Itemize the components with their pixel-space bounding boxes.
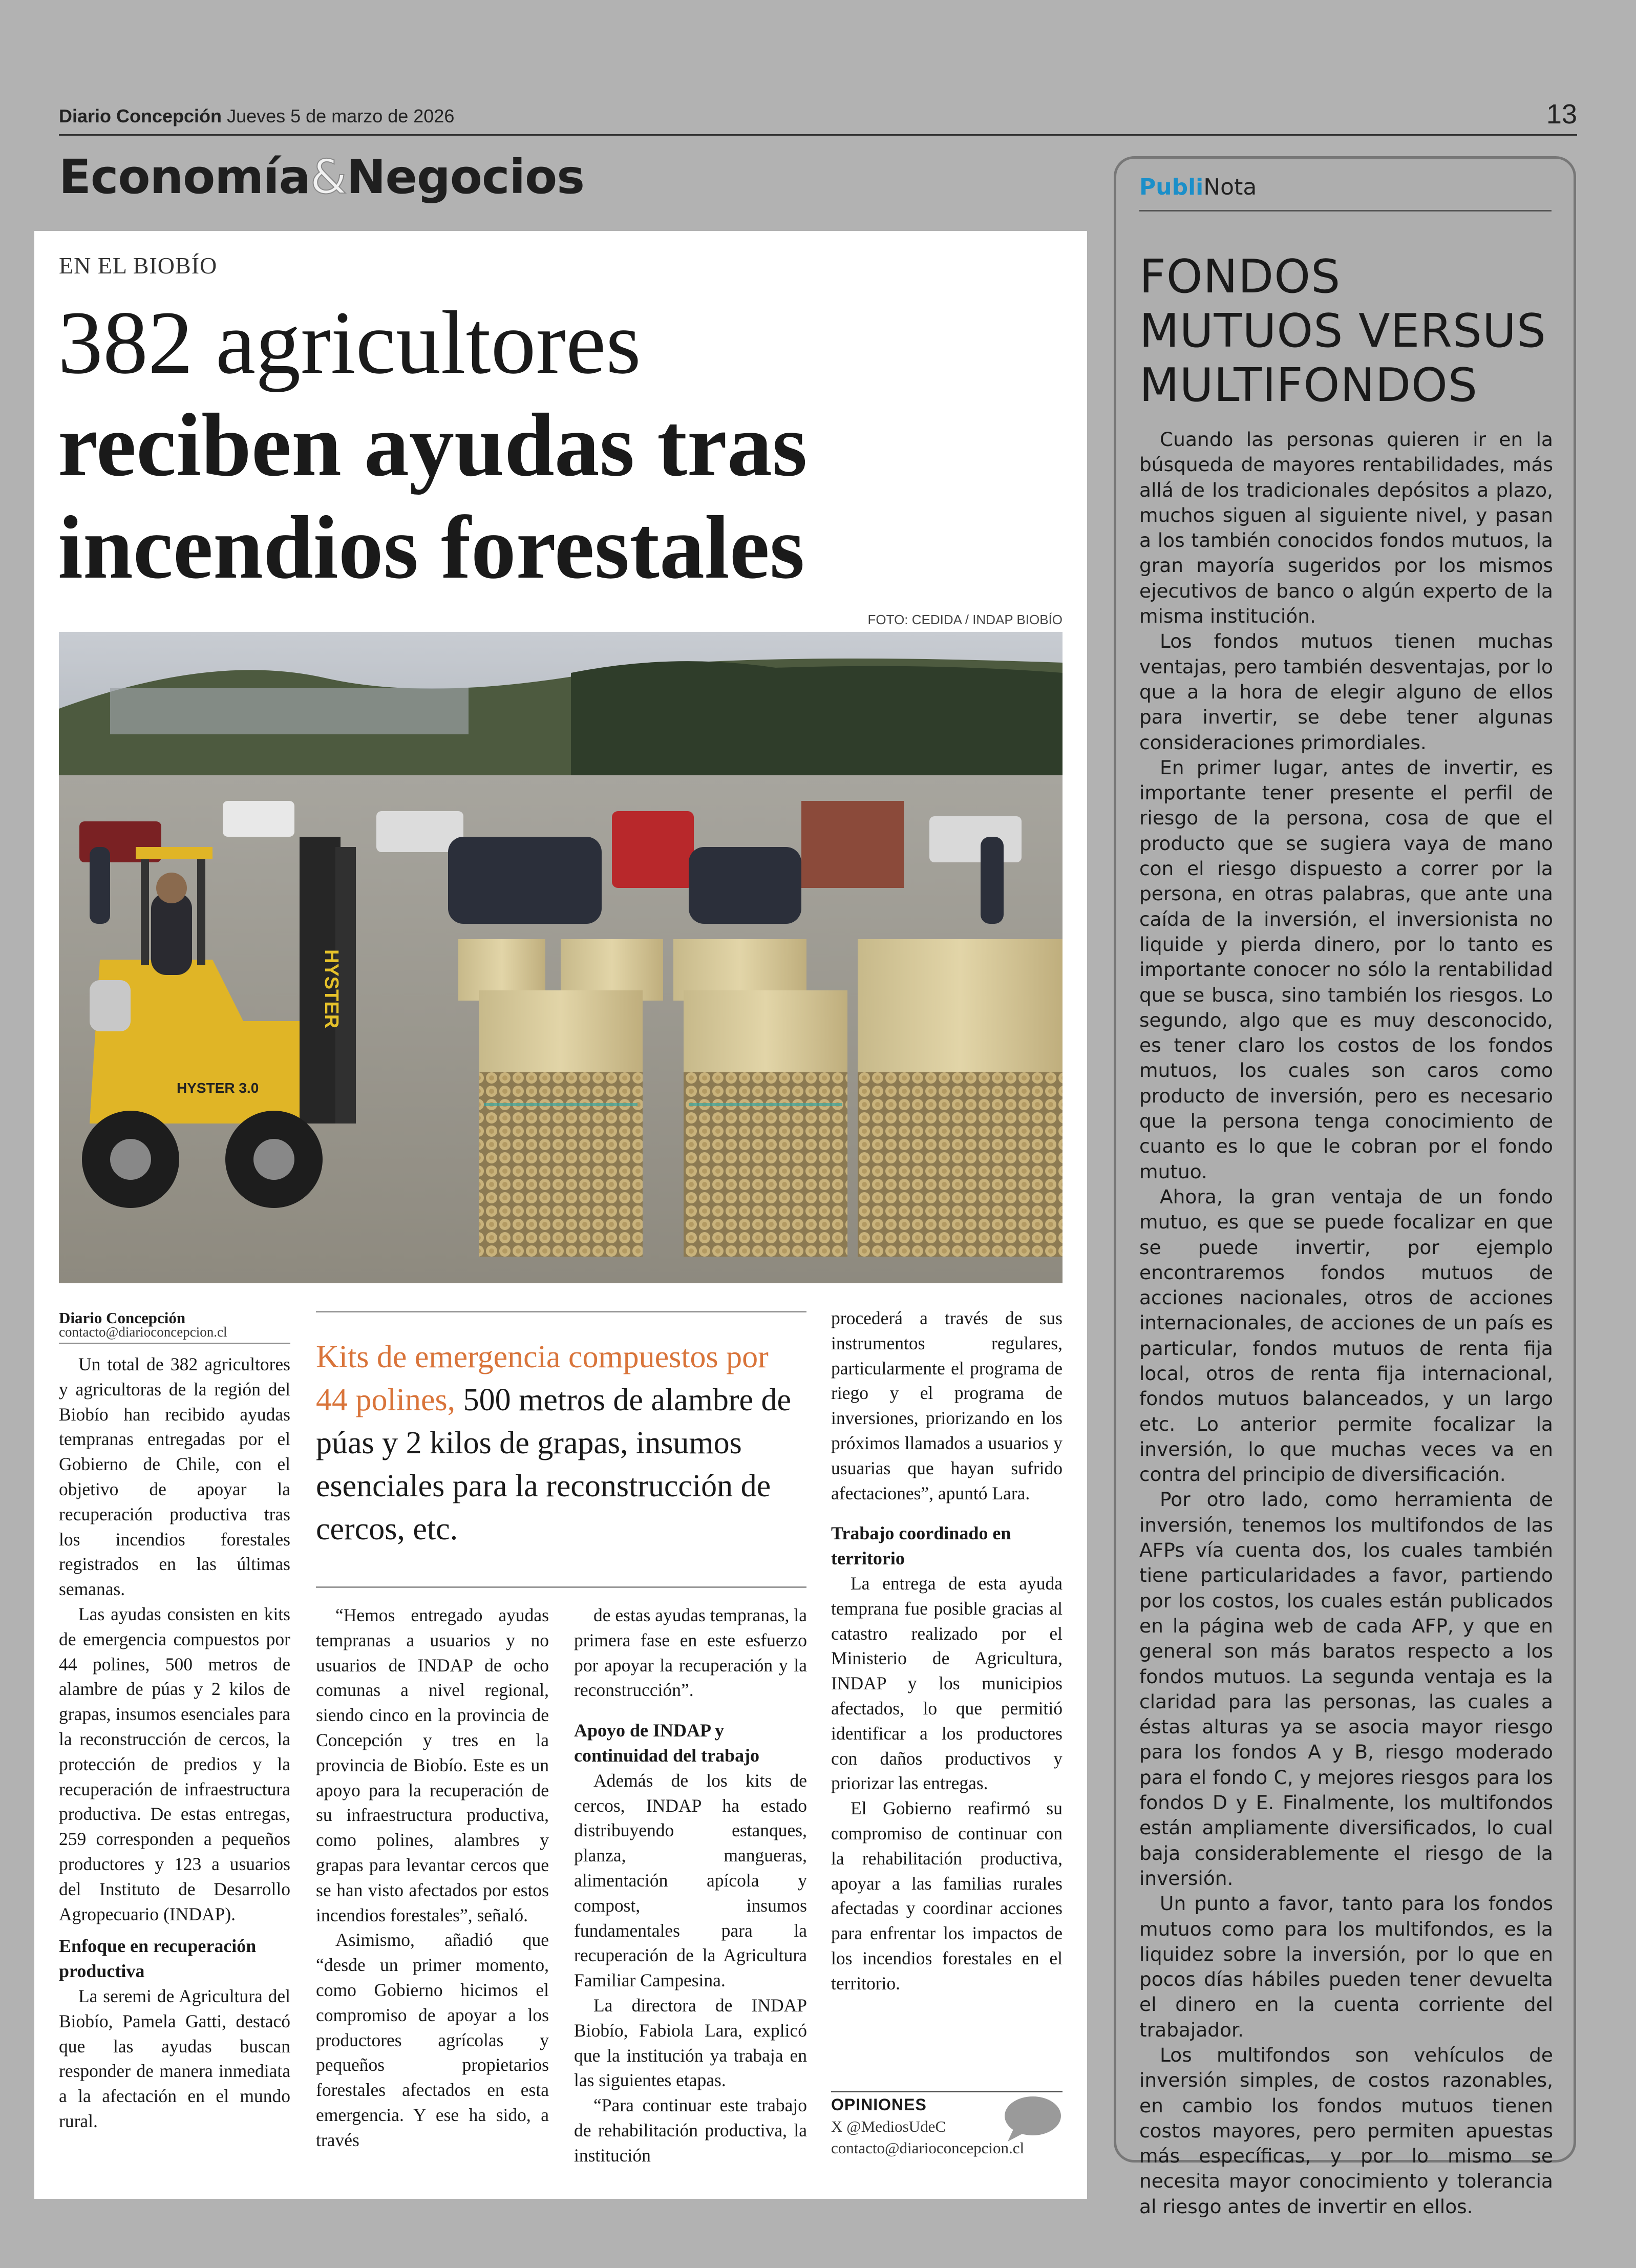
- col1-paragraph-1: Un total de 382 agricultores y agricultoras de la región del Biobío han recibido ayudas tempranas entregadas por el Gobierno de Chile, con el objetivo de apoyar la recuperación productiva tras los incendios forestales registrados en las últimas semanas.: [59, 1354, 290, 1600]
- sidebar-title-line-1: FONDOS: [1139, 250, 1341, 304]
- sidebar-title: [1139, 250, 1559, 413]
- article-column-3: [574, 1603, 807, 2168]
- byline-email[interactable]: contacto@diarioconcepcion.cl: [59, 1324, 227, 1340]
- col2-paragraph-2: Asimismo, añadió que “desde un primer momento, como Gobierno hicimos el compromiso de apoyar a los productores agrícolas y pequeños propietarios forestales afectados en esta emergencia. Y ese ha sido, a través: [316, 1930, 549, 2150]
- issue-date: Jueves 5 de marzo de 2026: [227, 105, 455, 126]
- sidebar-paragraph: Los multifondos son vehículos de inversión simples, de costos razonables, en cambio los fondos mutuos tienen costos mayores, pero permiten apuestas más específicas, y por lo mismo se necesita mayor conocimiento y tolerancia al riesgo antes de invertir en ellos.: [1139, 2044, 1553, 2218]
- article-column-2: [316, 1603, 549, 2153]
- headline-line-1: 382 agricultores: [58, 293, 641, 393]
- section-title-right: Negocios: [346, 150, 585, 204]
- article-kicker: EN EL BIOBÍO: [59, 252, 218, 279]
- col1-subhead: Enfoque en recuperación productiva: [59, 1936, 257, 1982]
- headline-line-3: incendios forestales: [58, 498, 805, 598]
- col4-paragraph-3: El Gobierno reafirmó su compromiso de continuar con la rehabilitación productiva, apoyar a las familias rurales afectadas y coordinar acciones para enfrentar los impactos de los incendios forestales en el territorio.: [831, 1798, 1063, 1994]
- sidebar-title-line-3: MULTIFONDOS: [1139, 358, 1478, 412]
- forklift-mast-label: HYSTER: [321, 949, 342, 1029]
- headline-line-2: reciben ayudas tras: [58, 395, 808, 495]
- pull-quote-rest: 500 metros de alambre de púas y 2 kilos de grapas, insumos esenciales para la reconstrucción de cercos, etc.: [316, 1383, 792, 1546]
- col3-paragraph-4: “Para continuar este trabajo de rehabilitación productiva, la institución: [574, 2095, 807, 2166]
- publinota-tag-nota: Nota: [1203, 174, 1257, 200]
- section-title: [59, 150, 584, 204]
- pull-quote-bottom-rule: [316, 1586, 806, 1588]
- col3-subhead: Apoyo de INDAP y continuidad del trabajo: [574, 1720, 760, 1766]
- byline-name: Diario Concepción: [59, 1309, 186, 1327]
- sidebar-paragraph: Cuando las personas quieren ir en la búsqueda de mayores rentabilidades, más allá de los tradicionales depósitos a plazo, muchos siguen al siguiente nivel, y pasan a los también conocidos fondos mutuos, la gran mayoría sugeridos por los mismos ejecutivos de banco o algún experto de la misma institución.: [1139, 428, 1553, 628]
- article-headline: [58, 292, 1077, 599]
- sidebar-paragraph: Por otro lado, como herramienta de inversión, tenemos los multifondos de las AFPs vía cuenta dos, los cuales también tiene particularidades a favor, partiendo por los costos, los cuales están publicados en la página web de cada AFP, y que en general son más baratos respecto a los fondos mutuos. La segunda ventaja es la claridad para las personas, las cuales a éstas alturas ya se asocia mayor riesgo para los fondos A y B, riesgo moderado para el fondo C, y mejores riesgos para los fondos D y E. Finalmente, los multifondos están ampliamente diversificados, lo cual baja considerablemente el riesgo de la inversión.: [1139, 1488, 1553, 1890]
- section-title-ampersand: &: [310, 150, 347, 204]
- sidebar-body: [1139, 427, 1553, 2219]
- sidebar-paragraph: Los fondos mutuos tienen muchas ventajas, pero también desventajas, por lo que a la hora de elegir alguno de ellos para invertir, se debe tener algunas consideraciones primordiales.: [1139, 630, 1553, 754]
- photo-credit: FOTO: CEDIDA / INDAP BIOBÍO: [867, 612, 1063, 627]
- sidebar-title-line-2: MUTUOS VERSUS: [1139, 304, 1547, 358]
- header-rule: [59, 134, 1577, 136]
- forklift-side-label: HYSTER 3.0: [177, 1080, 259, 1096]
- publinota-tag: [1139, 174, 1257, 200]
- article-column-1: [59, 1352, 290, 2134]
- opinions-title: OPINIONES: [831, 2095, 927, 2114]
- byline-rule: [59, 1343, 290, 1344]
- photo-trees: [571, 661, 1063, 786]
- col4-paragraph-2: La entrega de esta ayuda temprana fue posible gracias al catastro realizado por el Ministerio de Agricultura, INDAP y los municipios afectados, lo que permitió identificar a los productores con daños productivos y priorizar las entregas.: [831, 1573, 1063, 1794]
- photo-houses: [110, 688, 469, 734]
- section-title-left: Economía: [59, 150, 310, 204]
- page-number: 13: [1546, 99, 1577, 130]
- col3-paragraph-2: Además de los kits de cercos, INDAP ha estado distribuyendo estanques, planza, mangueras, alimentación apícola y compost, insumos fundamentales para la recuperación de la Agricultura Familiar Campesina.: [574, 1770, 807, 1991]
- sidebar-paragraph: Ahora, la gran ventaja de un fondo mutuo, es que se puede focalizar en que se puede invertir, por ejemplo encontraremos fondos mutuos de acciones nacionales, otros de acciones internacionales, de acciones de un país es particular, fondos mutuos de renta fija local, otros de renta fija internacional, fondos mutuos balanceados, y un largo etc. Lo anterior permite focalizar la inversión, lo que muchas veces va en contra del principio de diversificación.: [1139, 1185, 1553, 1486]
- paper-name: Diario Concepción: [59, 105, 222, 126]
- col1-paragraph-2: Las ayudas consisten en kits de emergencia compuestos por 44 polines, 500 metros de alambre de púas y 2 kilos de grapas, insumos esenciales para la reconstrucción de cercos, la protección de predios y la recuperación de infraestructura productiva. De estas entregas, 259 corresponden a pequeños productores y 123 a usuarios del Instituto de Desarrollo Agropecuario (INDAP).: [59, 1603, 290, 1924]
- sidebar-rule: [1139, 210, 1552, 211]
- opinions-rule: [831, 2091, 1063, 2092]
- pull-quote-top-rule: [316, 1311, 806, 1312]
- opinions-x-handle[interactable]: X @MediosUdeC: [831, 2117, 946, 2135]
- speech-bubble-icon: [1004, 2095, 1062, 2143]
- col3-paragraph-3: La directora de INDAP Biobío, Fabiola Lara, explicó que la institución ya trabaja en las siguientes etapas.: [574, 1995, 807, 2091]
- col4-paragraph-1: procederá a través de sus instrumentos regulares, particularmente el programa de riego y el programa de inversiones, priorizando en los próximos llamados a usuarios y usuarias que hayan sufrido afectaciones”, apuntó Lara.: [831, 1308, 1063, 1503]
- publinota-tag-publi: Publi: [1139, 174, 1204, 200]
- col3-paragraph-1: de estas ayudas tempranas, la primera fase en este esfuerzo por apoyar la recuperación y la reconstrucción”.: [574, 1605, 807, 1701]
- col2-paragraph-1: “Hemos entregado ayudas tempranas a usuarios y no usuarios de INDAP de ocho comunas a nivel regional, siendo cinco en la provincia de Concepción y tres en la provincia de Biobío. Este es un apoyo para la recuperación de su infraestructura productiva, como polines, alambres y grapas para levantar cercos que se han visto afectados por estos incendios forestales”, señaló.: [316, 1605, 549, 1925]
- sidebar-paragraph: En primer lugar, antes de invertir, es importante tener presente el perfil de riesgo de la persona, cosa de que el producto que se sugiera vaya de mano con el riesgo dispuesto a correr por la persona, en otras palabras, que ante una caída de la inversión, el inversionista no liquide y pierda dinero, por lo tanto es importante conocer no sólo la rentabilidad que se busca, sino también los riesgos. Lo segundo, algo que es muy desconocido, es tener claro los costos de los fondos mutuos, los cuales son caros como producto de inversión, pero es necesario que la persona tenga conocimiento de cuanto es lo que le cobran por el fondo mutuo.: [1139, 756, 1553, 1183]
- article-photo: [59, 632, 1063, 1283]
- col1-paragraph-3: La seremi de Agricultura del Biobío, Pamela Gatti, destacó que las ayudas buscan responder de manera inmediata a la afectación en el mundo rural.: [59, 1985, 290, 2131]
- masthead: [59, 105, 454, 127]
- article-column-4: [831, 1306, 1063, 1996]
- sidebar-paragraph: Un punto a favor, tanto para los fondos mutuos como para los multifondos, es la liquidez sobre la inversión, por lo que en pocos días hábiles pueden tener devuelta el dinero en la cuenta corriente del trabajador.: [1139, 1892, 1553, 2041]
- col4-subhead: Trabajo coordinado en territorio: [831, 1523, 1011, 1569]
- pull-quote: [316, 1336, 806, 1551]
- pull-quote-accent: Kits de emergencia compuestos por 44 polines,: [316, 1340, 769, 1417]
- opinions-email[interactable]: contacto@diarioconcepcion.cl: [831, 2139, 1025, 2157]
